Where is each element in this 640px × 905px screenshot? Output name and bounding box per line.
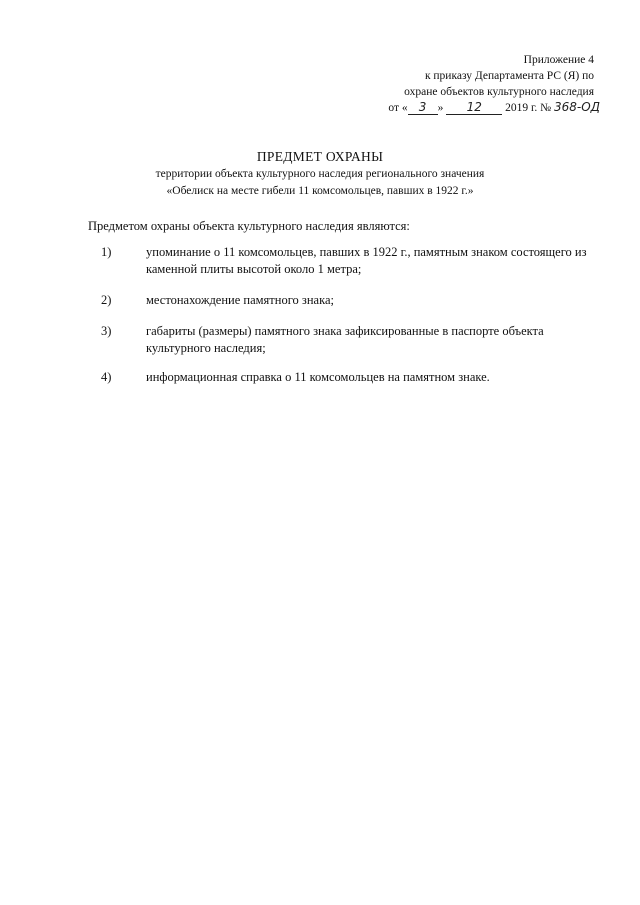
- date-prefix: от «: [388, 102, 408, 114]
- handwritten-order-number: 368-ОД: [554, 100, 601, 114]
- appendix-department: охране объектов культурного наследия: [404, 86, 594, 98]
- list-item-number: 2): [101, 293, 112, 307]
- document-subtitle-line1: территории объекта культурного наследия регионального значения: [155, 168, 485, 180]
- heading-block: [0, 148, 640, 200]
- list-item-text: упоминание о 11 комсомольцев, павших в 1922 г., памятным знаком состоящего из каменной плиты высотой около 1 метра;: [146, 245, 587, 276]
- appendix-order-ref: к приказу Департамента РС (Я) по: [424, 70, 594, 82]
- appendix-date-line: [354, 100, 601, 116]
- document-subtitle-line2: «Обелиск на месте гибели 11 комсомольцев, павших в 1922 г.»: [166, 185, 474, 197]
- document-title: ПРЕДМЕТ ОХРАНЫ: [256, 149, 384, 164]
- list-item-text: габариты (размеры) памятного знака зафиксированные в паспорте объекта культурного наследия;: [146, 324, 544, 355]
- appendix-number: Приложение 4: [523, 54, 594, 66]
- list-item-text: информационная справка о 11 комсомольцев на памятном знаке.: [146, 370, 490, 384]
- list-item-number: 1): [101, 245, 112, 259]
- list-item-number: 3): [101, 324, 112, 338]
- handwritten-month: 12: [446, 101, 502, 115]
- list-item-number: 4): [101, 370, 112, 384]
- date-mid: »: [437, 102, 444, 114]
- date-year: 2019 г. №: [505, 102, 552, 114]
- list-item-text: местонахождение памятного знака;: [146, 293, 334, 307]
- appendix-header: [354, 52, 601, 116]
- handwritten-day: 3: [408, 101, 438, 115]
- intro-text: Предметом охраны объекта культурного наследия являются:: [88, 219, 410, 233]
